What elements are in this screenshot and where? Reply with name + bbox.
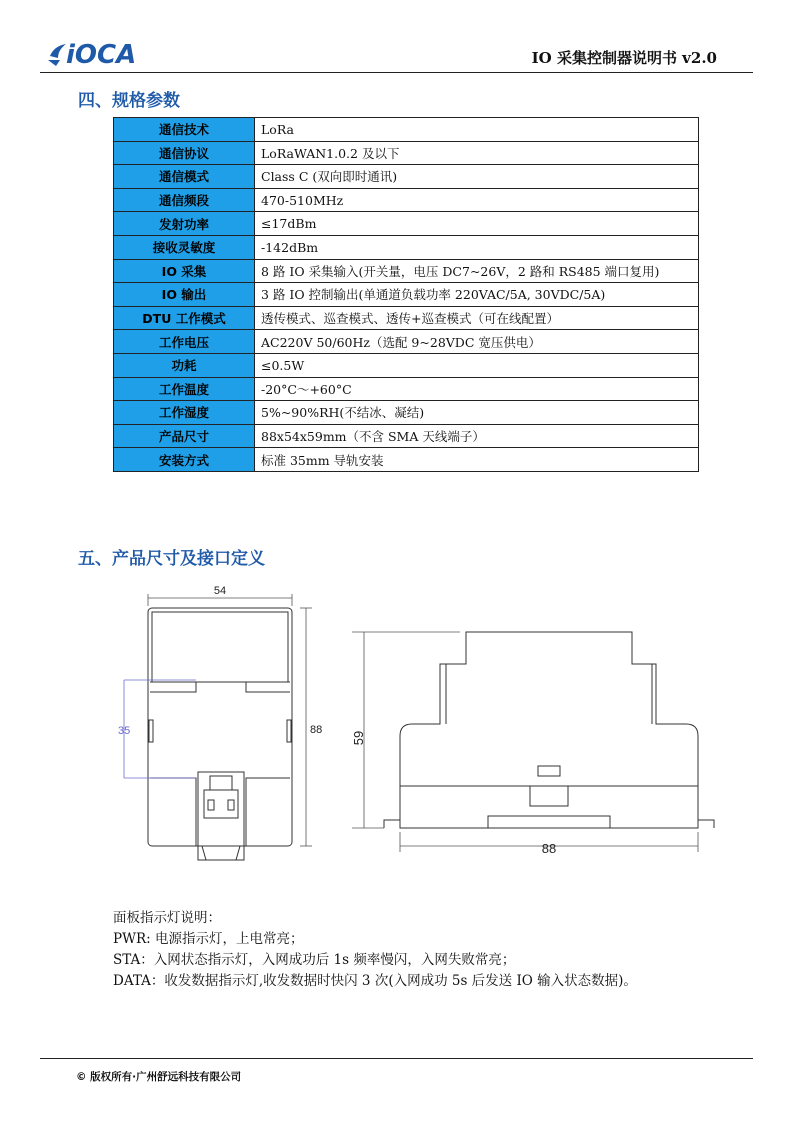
page-header [40, 30, 753, 75]
notes-line: PWR: 电源指示灯，上电常亮； [113, 931, 304, 947]
spec-value: 透传模式、巡查模式、透传+巡查模式（可在线配置） [255, 306, 699, 330]
spec-key: 功耗 [114, 353, 255, 377]
notes-line: DATA：收发数据指示灯,收发数据时快闪 3 次(入网成功 5s 后发送 IO 输入状态数据)。 [113, 973, 637, 989]
document-title: IO 采集控制器说明书 v2.0 [531, 49, 717, 67]
table-row [114, 141, 699, 165]
spec-key: 工作温度 [114, 377, 255, 401]
spec-key: 安装方式 [114, 448, 255, 472]
spec-value: Class C (双向即时通讯) [255, 165, 699, 189]
table-row [114, 188, 699, 212]
table-row [114, 165, 699, 189]
logo-graphic [44, 36, 194, 70]
spec-key: 通信技术 [114, 118, 255, 142]
front-inner-label: 35 [118, 725, 131, 737]
spec-key: 工作电压 [114, 330, 255, 354]
spec-key: 产品尺寸 [114, 424, 255, 448]
spec-key: IO 采集 [114, 259, 255, 283]
table-row [114, 235, 699, 259]
table-row [114, 259, 699, 283]
logo-text: iOCA [66, 40, 137, 70]
spec-key: 通信频段 [114, 188, 255, 212]
copyright-text: © 版权所有·广州舒远科技有限公司 [76, 1071, 242, 1083]
table-row [114, 118, 699, 142]
table-row [114, 306, 699, 330]
notes-line: STA：入网状态指示灯，入网成功后 1s 频率慢闪，入网失败常亮； [113, 952, 516, 968]
spec-table [113, 117, 699, 472]
spec-key: 发射功率 [114, 212, 255, 236]
table-row [114, 353, 699, 377]
spec-value: 88x54x59mm（不含 SMA 天线端子） [255, 424, 699, 448]
section-heading-dimensions: 五、产品尺寸及接口定义 [78, 549, 265, 569]
front-view-drawing [148, 608, 292, 860]
spec-key: 通信协议 [114, 141, 255, 165]
front-width-label: 54 [213, 585, 227, 597]
footer-divider [40, 1058, 753, 1059]
spec-key: DTU 工作模式 [114, 306, 255, 330]
table-row [114, 448, 699, 472]
spec-key: 接收灵敏度 [114, 235, 255, 259]
spec-key: 工作湿度 [114, 401, 255, 425]
table-row [114, 283, 699, 307]
spec-value: 3 路 IO 控制输出(单通道负载功率 220VAC/5A, 30VDC/5A) [255, 283, 699, 307]
spec-value: 8 路 IO 采集输入(开关量，电压 DC7~26V，2 路和 RS485 端口复用) [255, 259, 699, 283]
side-width-label: 88 [541, 841, 557, 856]
spec-value: 5%~90%RH(不结冰、凝结) [255, 401, 699, 425]
spec-value: 标准 35mm 导轨安装 [255, 448, 699, 472]
front-height-label: 88 [310, 724, 323, 736]
table-row [114, 212, 699, 236]
indicator-notes [113, 908, 637, 992]
company-logo [44, 36, 194, 70]
side-height-label: 59 [351, 730, 366, 746]
spec-value: ≤0.5W [255, 353, 699, 377]
table-row [114, 401, 699, 425]
spec-value: 470-510MHz [255, 188, 699, 212]
table-row [114, 377, 699, 401]
spec-value: LoRaWAN1.0.2 及以下 [255, 141, 699, 165]
spec-value: LoRa [255, 118, 699, 142]
spec-value: -142dBm [255, 235, 699, 259]
notes-title: 面板指示灯说明： [113, 910, 221, 926]
dimension-drawings [0, 570, 793, 870]
header-divider [40, 72, 753, 73]
drawing-canvas [0, 570, 793, 870]
spec-value: ≤17dBm [255, 212, 699, 236]
spec-key: 通信模式 [114, 165, 255, 189]
table-row [114, 330, 699, 354]
side-view-drawing [384, 632, 714, 828]
section-heading-specs: 四、规格参数 [78, 91, 180, 111]
spec-value: AC220V 50/60Hz（选配 9~28VDC 宽压供电） [255, 330, 699, 354]
spec-value: -20°C～+60°C [255, 377, 699, 401]
spec-key: IO 输出 [114, 283, 255, 307]
table-row [114, 424, 699, 448]
